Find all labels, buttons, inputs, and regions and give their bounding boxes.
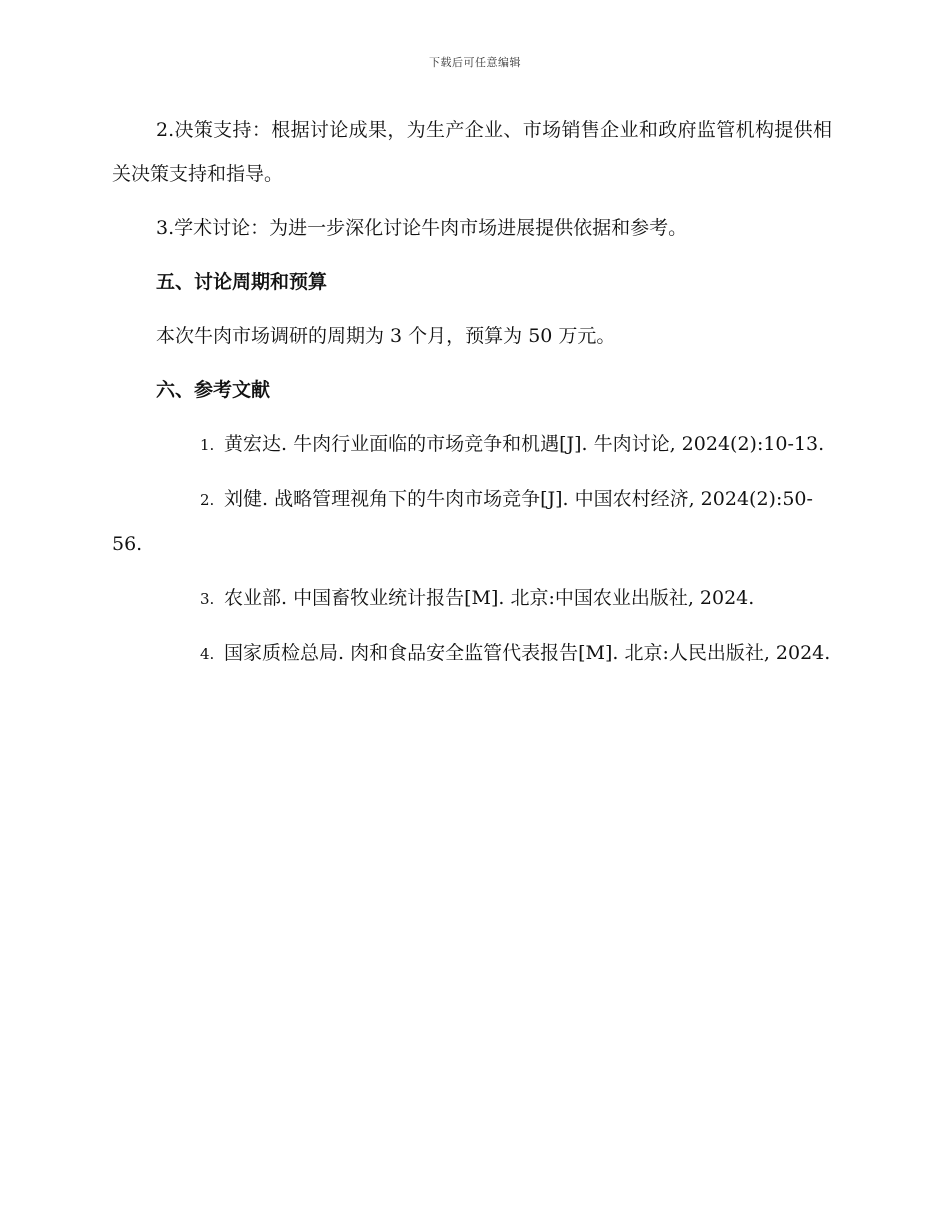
reference-text: 国家质检总局. 肉和食品安全监管代表报告[M]. 北京:人民出版社, 2024. xyxy=(224,642,831,664)
header-note: 下载后可任意编辑 xyxy=(429,56,521,69)
heading-period-budget: 五、讨论周期和预算 xyxy=(156,271,328,293)
reference-item xyxy=(112,477,832,566)
reference-number: 3. xyxy=(200,590,215,608)
heading-references: 六、参考文献 xyxy=(156,379,271,401)
paragraph-period-budget: 本次牛肉市场调研的周期为 3 个月，预算为 50 万元。 xyxy=(156,325,616,347)
reference-item xyxy=(112,422,832,467)
reference-number: 2. xyxy=(200,491,215,509)
paragraph-academic-discussion: 3.学术讨论：为进一步深化讨论牛肉市场进展提供依据和参考。 xyxy=(156,217,688,239)
reference-number: 1. xyxy=(200,436,215,454)
reference-number: 4. xyxy=(200,645,215,663)
reference-item xyxy=(112,576,832,621)
reference-text: 农业部. 中国畜牧业统计报告[M]. 北京:中国农业出版社, 2024. xyxy=(224,587,755,609)
reference-text: 刘健. 战略管理视角下的牛肉市场竞争[J]. 中国农村经济, 2024(2):50-56. xyxy=(112,488,813,555)
document-content xyxy=(112,108,832,686)
paragraph-decision-support: 2.决策支持：根据讨论成果，为生产企业、市场销售企业和政府监管机构提供相关决策支持和指导。 xyxy=(112,119,832,185)
reference-item xyxy=(112,631,832,676)
reference-text: 黄宏达. 牛肉行业面临的市场竞争和机遇[J]. 牛肉讨论, 2024(2):10-13. xyxy=(224,433,825,455)
